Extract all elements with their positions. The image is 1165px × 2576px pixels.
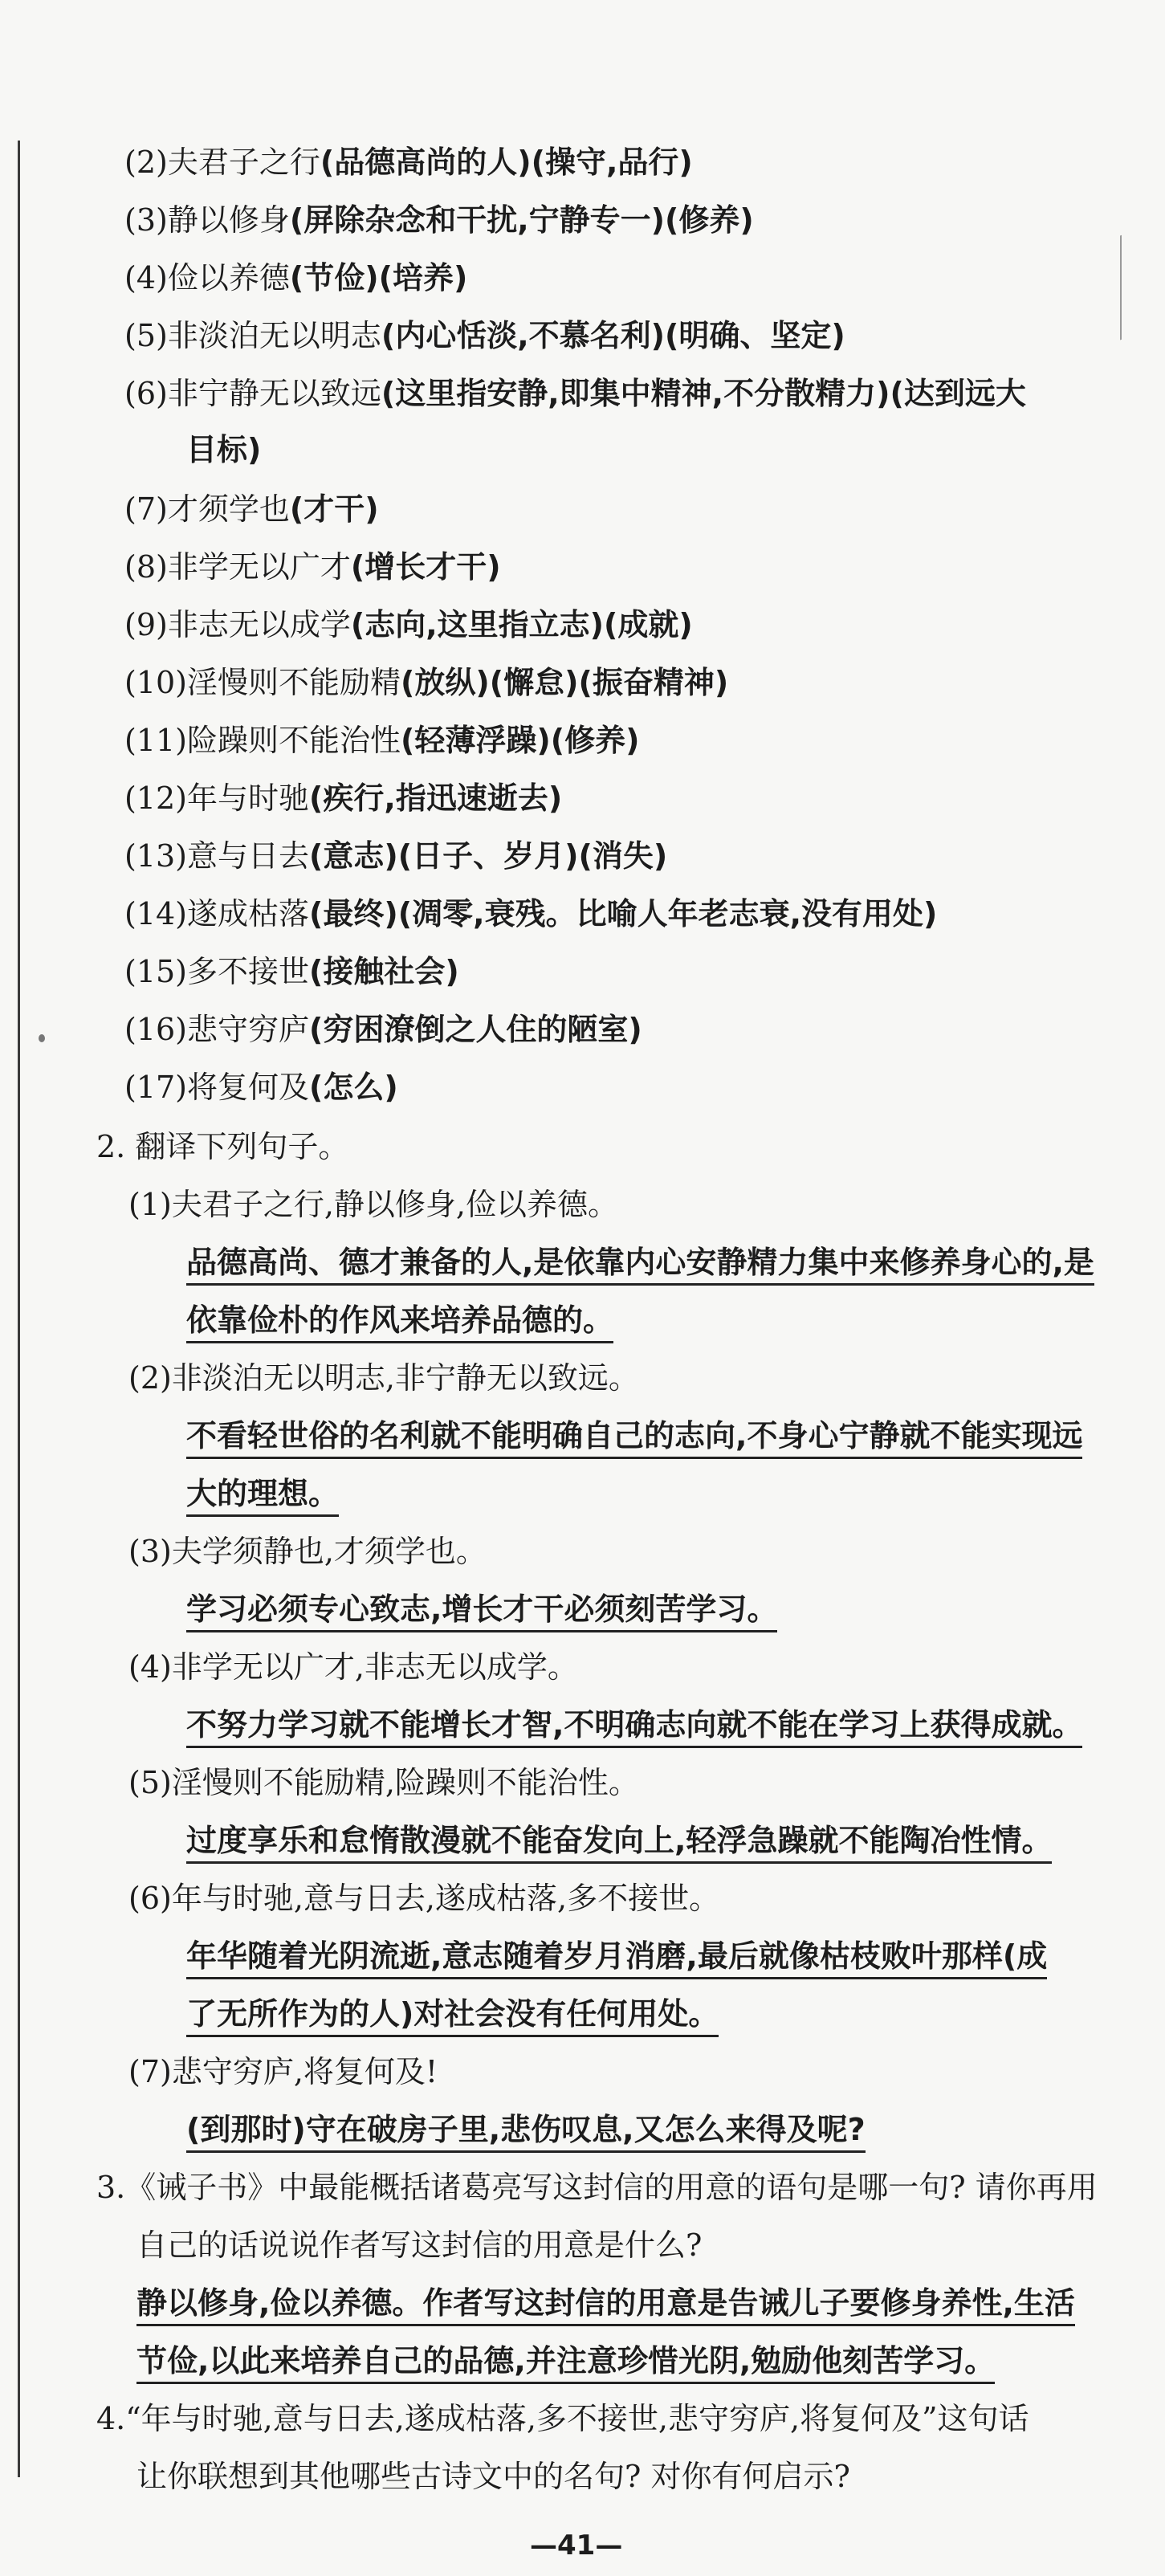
q2-item-1-answer-line2: 依靠俭朴的作风来培养品德的。 <box>186 1302 613 1338</box>
vocab-item-13: (13)意与日去(意志)(日子、岁月)(消失) <box>124 838 668 874</box>
vocab-item-2: (2)夫君子之行(品德高尚的人)(操守,品行) <box>124 145 693 180</box>
vocab-item-6: (6)非宁静无以致远(这里指安静,即集中精神,不分散精力)(达到远大 <box>124 376 1026 411</box>
question-2-title: 2. 翻译下列句子。 <box>96 1129 349 1164</box>
question-3-line1: 3.《诫子书》中最能概括诸葛亮写这封信的用意的语句是哪一句? 请你再用 <box>96 2170 1098 2205</box>
ink-spot <box>39 1034 45 1042</box>
q2-item-3-question: (3)夫学须静也,才须学也。 <box>128 1534 487 1569</box>
left-margin-rule <box>18 141 20 2477</box>
vocab-item-15: (15)多不接世(接触社会) <box>124 954 459 989</box>
q2-item-1-question: (1)夫君子之行,静以修身,俭以养德。 <box>128 1187 618 1222</box>
q2-item-5-answer: 过度享乐和怠惰散漫就不能奋发向上,轻浮急躁就不能陶冶性情。 <box>186 1823 1052 1858</box>
vocab-item-7: (7)才须学也(才干) <box>124 491 379 527</box>
vocab-item-3: (3)静以修身(屏除杂念和干扰,宁静专一)(修养) <box>124 202 754 238</box>
vocab-item-5: (5)非淡泊无以明志(内心恬淡,不慕名利)(明确、坚定) <box>124 318 845 353</box>
vocab-item-10: (10)淫慢则不能励精(放纵)(懈怠)(振奋精神) <box>124 665 729 700</box>
question-3-line2: 自己的话说说作者写这封信的用意是什么? <box>136 2228 703 2263</box>
vocab-item-4: (4)俭以养德(节俭)(培养) <box>124 260 468 296</box>
question-4-line2: 让你联想到其他哪些古诗文中的名句? 对你有何启示? <box>136 2459 850 2494</box>
page-number: —41— <box>530 2529 623 2562</box>
q2-item-5-question: (5)淫慢则不能励精,险躁则不能治性。 <box>128 1765 639 1800</box>
q2-item-7-answer: (到那时)守在破房子里,悲伤叹息,又怎么来得及呢? <box>186 2112 866 2147</box>
question-3-answer-line2: 节俭,以此来培养自己的品德,并注意珍惜光阴,勉励他刻苦学习。 <box>136 2343 995 2378</box>
q2-item-3-answer: 学习必须专心致志,增长才干必须刻苦学习。 <box>186 1592 777 1627</box>
q2-item-2-question: (2)非淡泊无以明志,非宁静无以致远。 <box>128 1360 639 1396</box>
q2-item-6-answer-line1: 年华随着光阴流逝,意志随着岁月消磨,最后就像枯枝败叶那样(成 <box>186 1938 1047 1974</box>
vocab-item-9: (9)非志无以成学(志向,这里指立志)(成就) <box>124 607 693 642</box>
q2-item-1-answer-line1: 品德高尚、德才兼备的人,是依靠内心安静精力集中来修养身心的,是 <box>186 1245 1094 1280</box>
q2-item-2-answer-line2: 大的理想。 <box>186 1476 339 1511</box>
vocab-item-11: (11)险躁则不能治性(轻薄浮躁)(修养) <box>124 723 640 758</box>
vocab-item-17: (17)将复何及(怎么) <box>124 1070 398 1105</box>
margin-scribble <box>1120 222 1162 340</box>
q2-item-6-answer-line2: 了无所作为的人)对社会没有任何用处。 <box>186 1996 719 2032</box>
vocab-item-12: (12)年与时驰(疾行,指迅速逝去) <box>124 781 563 816</box>
vocab-item-6-cont: 目标) <box>186 432 262 467</box>
q2-item-4-question: (4)非学无以广才,非志无以成学。 <box>128 1649 578 1685</box>
question-4-line1: 4.“年与时驰,意与日去,遂成枯落,多不接世,悲守穷庐,将复何及”这句话 <box>96 2401 1029 2436</box>
q2-item-7-question: (7)悲守穷庐,将复何及! <box>128 2054 438 2089</box>
vocab-item-14: (14)遂成枯落(最终)(凋零,衰残。比喻人年老志衰,没有用处) <box>124 896 938 931</box>
vocab-item-8: (8)非学无以广才(增长才干) <box>124 549 501 585</box>
vocab-item-16: (16)悲守穷庐(穷困潦倒之人住的陋室) <box>124 1012 642 1047</box>
q2-item-4-answer: 不努力学习就不能增长才智,不明确志向就不能在学习上获得成就。 <box>186 1707 1082 1742</box>
question-3-answer-line1: 静以修身,俭以养德。作者写这封信的用意是告诫儿子要修身养性,生活 <box>136 2285 1075 2321</box>
q2-item-6-question: (6)年与时驰,意与日去,遂成枯落,多不接世。 <box>128 1881 720 1916</box>
q2-item-2-answer-line1: 不看轻世俗的名利就不能明确自己的志向,不身心宁静就不能实现远 <box>186 1418 1082 1453</box>
